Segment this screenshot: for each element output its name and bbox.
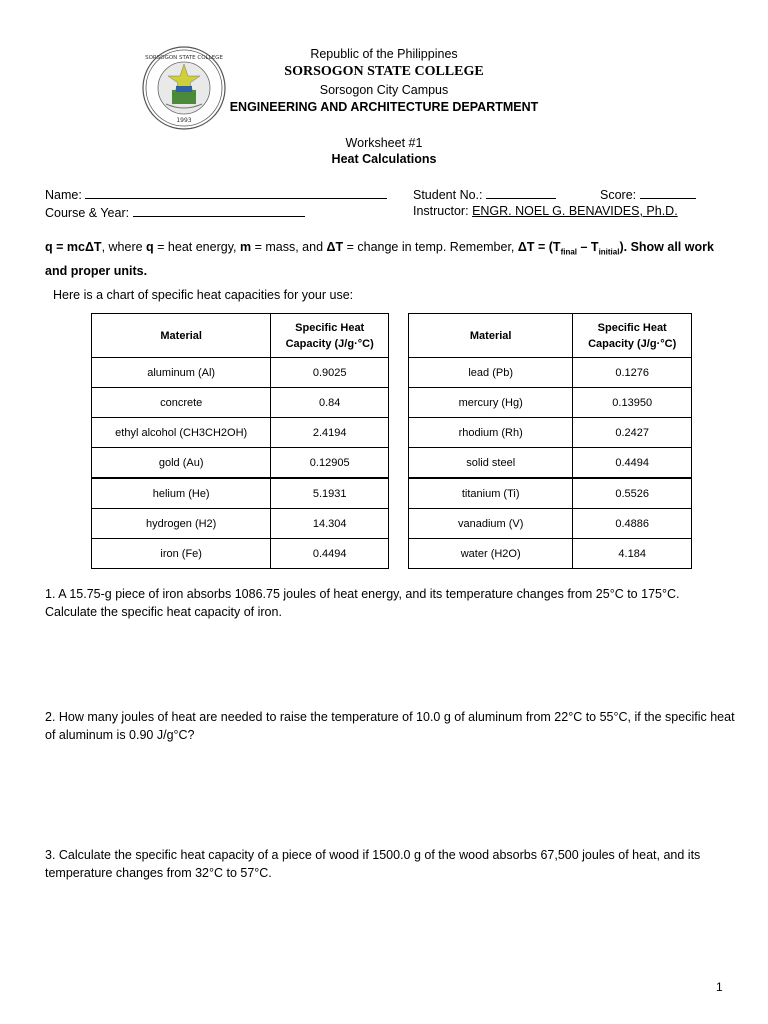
q-symbol: q — [146, 240, 154, 254]
table-row — [409, 478, 692, 509]
table-row — [92, 478, 389, 509]
table-row — [92, 509, 389, 539]
minus-t: – T — [577, 240, 599, 254]
worksheet-number: Worksheet #1 — [345, 136, 423, 150]
table-row — [92, 418, 389, 448]
capacity-cell: 0.9025 — [271, 358, 389, 388]
dt-definition: = change in temp. — [343, 240, 450, 254]
capacity-cell: 2.4194 — [271, 418, 389, 448]
question-3: 3. Calculate the specific heat capacity of a piece of wood if 1500.0 g of the wood absorbs 67,500 joules of heat, and its temperature changes from 32°C to 57°C. — [45, 848, 701, 880]
svg-text:SORSOGON STATE COLLEGE: SORSOGON STATE COLLEGE — [145, 55, 223, 61]
table-row — [409, 448, 692, 479]
question-2: 2. How many joules of heat are needed to raise the temperature of 10.0 g of aluminum from 22°C to 55°C, if the specific heat of aluminum is 0.90 J/g°C? — [45, 710, 735, 742]
capacity-cell: 5.1931 — [271, 478, 389, 509]
initial-subscript: initial — [598, 247, 620, 257]
material-cell: lead (Pb) — [409, 358, 573, 388]
course-year-label: Course & Year: — [45, 206, 130, 220]
material-cell: vanadium (V) — [409, 509, 573, 539]
final-subscript: final — [560, 247, 578, 257]
table-row — [92, 448, 389, 479]
student-no-field — [413, 186, 556, 202]
name-label: Name: — [45, 188, 82, 202]
department-line: ENGINEERING AND ARCHITECTURE DEPARTMENT — [229, 100, 539, 114]
m-definition: = mass, and — [251, 240, 327, 254]
capacity-cell: 0.5526 — [573, 478, 692, 509]
worksheet-title: Heat Calculations — [331, 152, 437, 166]
table-row — [409, 509, 692, 539]
material-cell: helium (He) — [92, 478, 271, 509]
formula-instructions — [45, 238, 725, 280]
table-row — [409, 539, 692, 569]
instructor-name: ENGR. NOEL G. BENAVIDES, Ph.D. — [472, 204, 678, 218]
name-field — [45, 186, 387, 202]
capacity-header: Specific Heat Capacity (J/g·°C) — [271, 314, 389, 358]
capacity-cell: 0.2427 — [573, 418, 692, 448]
material-cell: mercury (Hg) — [409, 388, 573, 418]
page-number: 1 — [716, 980, 723, 994]
material-header: Material — [92, 314, 271, 358]
material-cell: water (H2O) — [409, 539, 573, 569]
heat-capacity-table-left — [91, 313, 389, 569]
capacity-cell: 0.4886 — [573, 509, 692, 539]
table-row — [409, 358, 692, 388]
capacity-cell: 0.4494 — [271, 539, 389, 569]
table-row — [92, 539, 389, 569]
capacity-cell: 0.12905 — [271, 448, 389, 479]
capacity-cell: 4.184 — [573, 539, 692, 569]
material-cell: ethyl alcohol (CH3CH2OH) — [92, 418, 271, 448]
material-cell: rhodium (Rh) — [409, 418, 573, 448]
table-row — [409, 418, 692, 448]
capacity-cell: 14.304 — [271, 509, 389, 539]
student-no-blank[interactable] — [486, 186, 556, 199]
svg-text:1993: 1993 — [176, 117, 192, 124]
score-blank[interactable] — [640, 186, 696, 199]
material-cell: solid steel — [409, 448, 573, 479]
dt-symbol: ΔT — [326, 240, 344, 254]
score-label: Score: — [600, 188, 637, 202]
score-field — [600, 186, 696, 202]
chart-intro: Here is a chart of specific heat capacities for your use: — [53, 288, 354, 302]
campus-line: Sorsogon City Campus — [319, 83, 449, 97]
dt-equation: ΔT = (T — [517, 240, 561, 254]
formula-equation: q = mcΔT — [45, 240, 102, 254]
table-row — [92, 358, 389, 388]
m-symbol: m — [239, 240, 252, 254]
material-cell: gold (Au) — [92, 448, 271, 479]
heat-capacity-table-right — [408, 313, 692, 569]
course-year-blank[interactable] — [133, 204, 305, 217]
course-year-field — [45, 204, 305, 220]
material-cell: aluminum (Al) — [92, 358, 271, 388]
college-name: SORSOGON STATE COLLEGE — [284, 64, 484, 79]
table-row — [92, 388, 389, 418]
republic-line: Republic of the Philippines — [310, 47, 458, 61]
instructor-label: Instructor: — [413, 204, 469, 218]
remember-text: Remember, — [449, 240, 518, 254]
formula-where: , where — [101, 240, 147, 254]
table-row — [409, 388, 692, 418]
material-header: Material — [409, 314, 573, 358]
show-work-note: Show all work and proper units. — [45, 240, 714, 278]
capacity-header: Specific Heat Capacity (J/g·°C) — [573, 314, 692, 358]
capacity-cell: 0.13950 — [573, 388, 692, 418]
material-cell: hydrogen (H2) — [92, 509, 271, 539]
material-cell: concrete — [92, 388, 271, 418]
equation-close: ). — [619, 240, 628, 254]
name-blank[interactable] — [85, 186, 387, 199]
capacity-cell: 0.84 — [271, 388, 389, 418]
material-cell: titanium (Ti) — [409, 478, 573, 509]
instructor-field — [413, 204, 678, 218]
q-definition: = heat energy, — [153, 240, 240, 254]
question-1: 1. A 15.75-g piece of iron absorbs 1086.75 joules of heat energy, and its temperature changes from 25°C to 175°C. Calculate the specific heat capacity of iron. — [45, 587, 680, 619]
student-no-label: Student No.: — [413, 188, 483, 202]
capacity-cell: 0.1276 — [573, 358, 692, 388]
material-cell: iron (Fe) — [92, 539, 271, 569]
capacity-cell: 0.4494 — [573, 448, 692, 479]
